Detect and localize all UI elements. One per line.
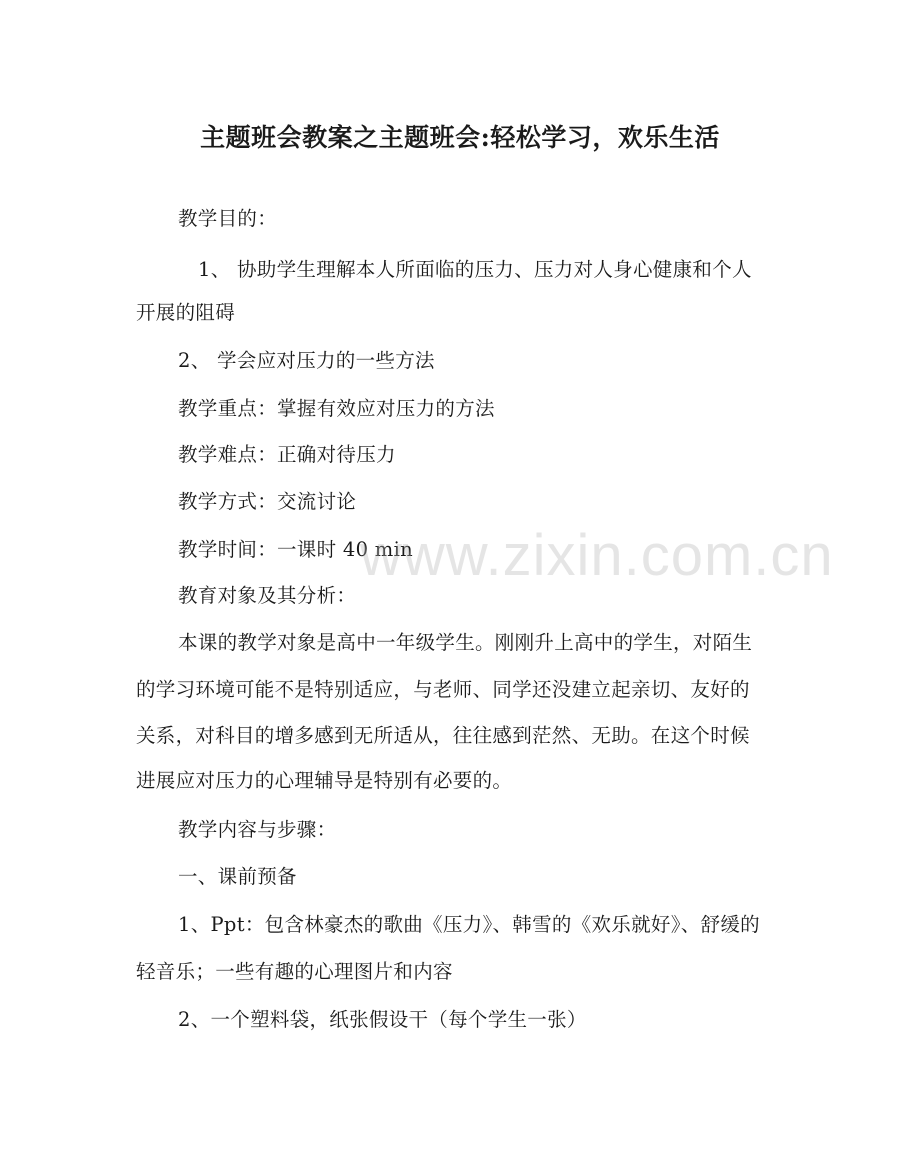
paragraph-line: 教学内容与步骤： xyxy=(178,818,337,841)
paragraph-line: 关系，对科目的增多感到无所适从，往往感到茫然、无助。在这个时候 xyxy=(136,724,750,747)
paragraph-line: 1、Ppt：包含林豪杰的歌曲《压力》、韩雪的《欢乐就好》、舒缓的 xyxy=(178,913,760,936)
paragraph-line: 轻音乐；一些有趣的心理图片和内容 xyxy=(136,960,453,983)
watermark: www.zixin.com.cn xyxy=(360,523,834,588)
paragraph-line: 教育对象及其分析： xyxy=(178,584,357,607)
paragraph-line: 教学难点：正确对待压力 xyxy=(178,443,396,466)
paragraph-line: 1、 协助学生理解本人所面临的压力、压力对人身心健康和个人 xyxy=(198,258,752,281)
paragraph-line: 2、一个塑料袋，纸张假设干（每个学生一张） xyxy=(178,1008,587,1031)
paragraph-line: 开展的阻碍 xyxy=(136,301,236,324)
paragraph-line: 2、 学会应对压力的一些方法 xyxy=(178,349,435,372)
document-title: 主题班会教案之主题班会:轻松学习，欢乐生活 xyxy=(200,123,720,152)
paragraph-line: 的学习环境可能不是特别适应，与老师、同学还没建立起亲切、友好的 xyxy=(136,678,750,701)
paragraph-line: 教学方式：交流讨论 xyxy=(178,490,357,513)
paragraph-line: 一、课前预备 xyxy=(178,865,297,888)
paragraph-line: 教学目的： xyxy=(178,207,278,230)
paragraph-line: 教学时间：一课时 40 min xyxy=(178,538,413,561)
paragraph-line: 教学重点：掌握有效应对压力的方法 xyxy=(178,397,495,420)
paragraph-line: 进展应对压力的心理辅导是特别有必要的。 xyxy=(136,769,513,792)
paragraph-line: 本课的教学对象是高中一年级学生。刚刚升上高中的学生，对陌生 xyxy=(178,631,753,654)
